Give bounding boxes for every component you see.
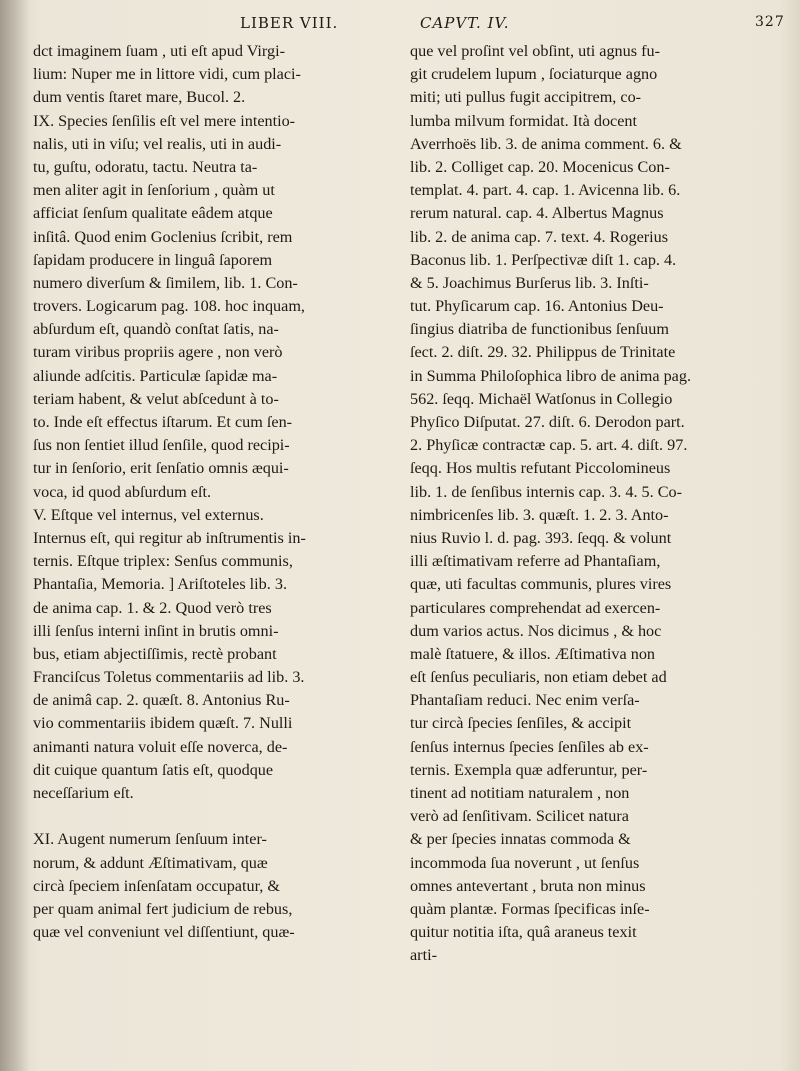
text-line: tut. Phyſicarum cap. 16. Antonius Deu- — [410, 297, 664, 316]
text-line: quæ vel conveniunt vel diſſentiunt, quæ- — [33, 923, 295, 942]
text-line: Baconus lib. 1. Perſpectivæ diſt 1. cap. 4. — [410, 250, 677, 269]
text-line: ſeqq. Hos multis refutant Piccolomineus — [410, 459, 671, 478]
text-line: V. Eſtque vel internus, vel externus. — [33, 505, 264, 524]
text-line: animanti natura voluit eſſe noverca, de- — [33, 737, 288, 756]
text-line: tur in ſenſorio, erit ſenſatio omnis æqui- — [33, 459, 289, 478]
text-line: ſenſus internus ſpecies ſenſiles ab ex- — [410, 737, 649, 756]
text-line: ternis. Exempla quæ adferuntur, per- — [410, 760, 648, 779]
text-line: to. Inde eſt effectus iſtarum. Et cum ſen- — [33, 413, 293, 431]
text-line: lib. 2. de anima cap. 7. text. 4. Rogerius — [410, 227, 669, 246]
text-line: particulares comprehendat ad exercen- — [410, 598, 661, 617]
text-line: que vel proſint vel obſint, uti agnus fu- — [410, 42, 660, 60]
text-line: ſect. 2. diſt. 29. 32. Philippus de Trinitate — [410, 343, 676, 362]
text-line: dum ventis ſtaret mare, Bucol. 2. — [33, 88, 246, 107]
binding-shadow — [0, 0, 30, 1071]
text-line: & per ſpecies innatas commoda & — [410, 830, 631, 849]
text-line: voca, id quod abſurdum eſt. — [33, 482, 212, 501]
text-line: men aliter agit in ſenſorium , quàm ut — [33, 181, 275, 200]
text-line: incommoda ſua noverunt , ut ſenſus — [410, 853, 640, 872]
text-line: illi ſenſus interni inſint in brutis omni- — [33, 621, 279, 640]
text-line: bus, etiam abjectiſſimis, rectè probant — [33, 644, 277, 663]
running-header — [0, 14, 800, 40]
text-line: tur circà ſpecies ſenſiles, & accipit — [410, 714, 632, 733]
left-column — [33, 40, 393, 944]
text-line: quæ, uti facultas communis, plures vires — [410, 575, 672, 594]
text-line: circà ſpeciem inſenſatam occupatur, & — [33, 876, 280, 895]
text-line: ſingius diatriba de functionibus ſenſuum — [410, 320, 669, 339]
running-head-book: LIBER VIII. — [240, 14, 339, 32]
text-line: dum varios actus. Nos dicimus , & hoc — [410, 621, 662, 640]
text-line: turam viribus propriis agere , non verò — [33, 343, 283, 362]
text-line: arti- — [410, 946, 437, 965]
text-line: git crudelem lupum , ſociaturque agno — [410, 65, 658, 84]
text-line: Averrhoës lib. 3. de anima comment. 6. & — [410, 134, 682, 153]
text-line: ſapidam producere in linguâ ſaporem — [33, 250, 273, 269]
text-line: dct imaginem ſuam , uti eſt apud Virgi- — [33, 42, 285, 60]
text-line: nius Ruvio l. d. pag. 393. ſeqq. & volunt — [410, 528, 672, 547]
text-line: abſurdum eſt, quandò conſtat ſatis, na- — [33, 320, 279, 339]
text-line: dit cuique quantum ſatis eſt, quodque — [33, 760, 274, 779]
text-line: de anima cap. 1. & 2. Quod verò tres — [33, 598, 272, 617]
text-line: malè ſtatuere, & illos. Æſtimativa non — [410, 644, 656, 663]
text-line: quitur notitia iſta, quâ araneus texit — [410, 923, 637, 942]
text-line — [33, 805, 393, 828]
text-line: omnes antevertant , bruta non minus — [410, 876, 646, 895]
text-line: Phyſico Diſputat. 27. diſt. 6. Derodon part. — [410, 413, 685, 431]
text-line: nimbricenſes lib. 3. quæſt. 1. 2. 3. Anto- — [410, 505, 669, 524]
text-line: tu, guſtu, odoratu, tactu. Neutra ta- — [33, 157, 258, 176]
text-line: lium: Nuper me in littore vidi, cum placi- — [33, 65, 301, 84]
text-line: vio commentariis ibidem quæſt. 7. Nulli — [33, 714, 293, 733]
text-line: teriam habent, & velut abſcedunt à to- — [33, 389, 279, 408]
page-number: 327 — [755, 14, 785, 30]
text-line: & 5. Joachimus Burſerus lib. 3. Inſti- — [410, 273, 649, 292]
right-column — [410, 40, 772, 968]
text-line: neceſſarium eſt. — [33, 784, 134, 802]
text-line: numero diverſum & ſimilem, lib. 1. Con- — [33, 273, 298, 292]
text-line: quàm plantæ. Formas ſpecificas inſe- — [410, 899, 650, 918]
text-line: tinent ad notitiam naturalem , non — [410, 784, 630, 802]
text-line: Franciſcus Toletus commentariis ad lib. 3. — [33, 668, 305, 687]
text-line: 2. Phyſicæ contractæ cap. 5. art. 4. diſt. 97. — [410, 436, 688, 455]
text-line: lib. 1. de ſenſibus internis cap. 3. 4. 5. Co- — [410, 482, 683, 501]
text-line: miti; uti pullus fugit accipitrem, co- — [410, 88, 642, 107]
text-line: rerum natural. cap. 4. Albertus Magnus — [410, 204, 664, 223]
text-line: ternis. Eſtque triplex: Senſus communis, — [33, 552, 293, 571]
text-line: per quam animal fert judicium de rebus, — [33, 899, 293, 918]
text-line: 562. ſeqq. Michaël Watſonus in Collegio — [410, 389, 673, 408]
text-line: templat. 4. part. 4. cap. 1. Avicenna lib. 6. — [410, 181, 681, 200]
text-line: afficiat ſenſum qualitate eâdem atque — [33, 204, 273, 223]
text-line: Phantaſiam reduci. Nec enim verſa- — [410, 691, 640, 710]
text-line: XI. Augent numerum ſenſuum inter- — [33, 830, 267, 849]
running-head-chapter: CAPVT. IV. — [420, 14, 510, 32]
text-line: ſus non ſentiet illud ſenſile, quod recipi- — [33, 436, 290, 455]
text-line: lumba milvum formidat. Ità docent — [410, 111, 638, 130]
text-line: Internus eſt, qui regitur ab inſtrumentis in- — [33, 528, 306, 547]
text-line: verò ad ſenſitivam. Scilicet natura — [410, 807, 629, 826]
text-line: trovers. Logicarum pag. 108. hoc inquam, — [33, 297, 305, 316]
text-line: nalis, uti in viſu; vel realis, uti in audi- — [33, 134, 282, 153]
text-line: Phantaſia, Memoria. ] Ariſtoteles lib. 3. — [33, 575, 288, 594]
text-line: lib. 2. Colliget cap. 20. Mocenicus Con- — [410, 157, 670, 176]
text-line: in Summa Philoſophica libro de anima pag. — [410, 366, 691, 385]
text-line: norum, & addunt Æſtimativam, quæ — [33, 853, 268, 872]
text-line: aliunde adſcitis. Particulæ ſapidæ ma- — [33, 366, 278, 385]
text-line: IX. Species ſenſilis eſt vel mere intentio- — [33, 111, 296, 130]
text-line: eſt ſenſus peculiaris, non etiam debet ad — [410, 668, 667, 687]
text-line: inſitâ. Quod enim Goclenius ſcribit, rem — [33, 227, 293, 246]
text-line: illi æſtimativam referre ad Phantaſiam, — [410, 552, 661, 571]
text-line: de animâ cap. 2. quæſt. 8. Antonius Ru- — [33, 691, 290, 710]
